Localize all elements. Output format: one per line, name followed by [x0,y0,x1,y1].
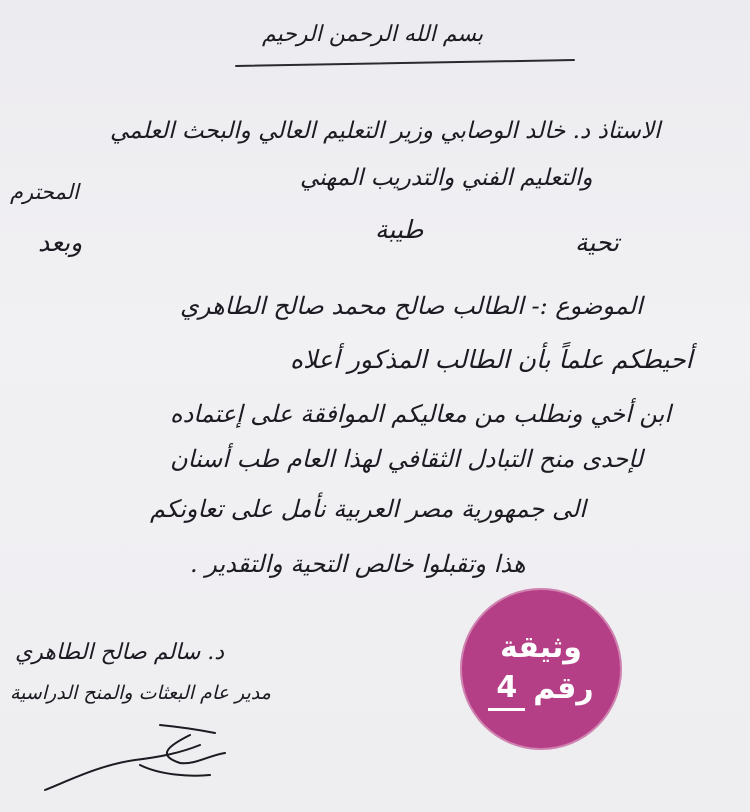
badge-number: 4 [488,668,525,711]
body-line-5: هذا وتقبلوا خالص التحية والتقدير . [190,550,526,578]
badge-label: وثيقة [500,629,582,665]
honorific: المحترم [10,180,79,204]
body-line-4: الى جمهورية مصر العربية نأمل على تعاونكم [150,495,586,523]
addressee-line-1: الاستاذ د. خالد الوصابي وزير التعليم العالي والبحث العلمي [110,118,661,144]
greeting-word-2: طيبة [375,215,424,244]
greeting-word-3: وبعد [38,228,83,257]
body-line-1: أحيطكم علماً بأن الطالب المذكور أعلاه [290,345,693,374]
badge-number-row [488,668,593,711]
badge-number-word: رقم [533,671,594,706]
signatory-name: د. سالم صالح الطاهري [15,640,225,665]
signatory-title: مدير عام البعثات والمنح الدراسية [10,682,271,704]
document-number-badge [460,588,622,750]
body-line-3: لإحدى منح التبادل الثقافي لهذا العام طب أسنان [170,445,643,473]
basmala-underline [235,59,575,67]
basmala: بسم الله الرحمن الرحيم [262,22,484,47]
handwritten-signature [40,705,250,800]
addressee-line-2: والتعليم الفني والتدريب المهني [300,165,593,191]
body-line-2: ابن أخي ونطلب من معاليكم الموافقة على إعتماده [170,400,671,428]
greeting-word-1: تحية [575,228,620,257]
subject-line: الموضوع :- الطالب صالح محمد صالح الطاهري [180,292,643,320]
